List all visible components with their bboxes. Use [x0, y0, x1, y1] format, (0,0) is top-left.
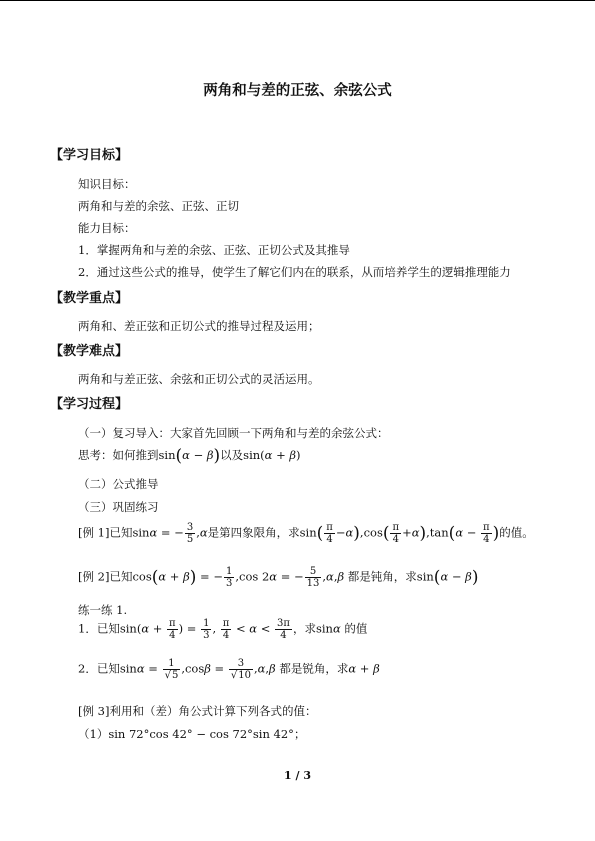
process-review-line: （一）复习导入：大家首先回顾一下两角和与差的余弦公式：	[78, 426, 389, 440]
objective-line-4: 1．掌握两角和与差的余弦、正弦、正切公式及其推导	[78, 243, 350, 257]
formula-sin-sum: sin(α + β)	[243, 448, 301, 462]
key-point-text: 两角和、差正弦和正切公式的推导过程及运用；	[78, 319, 320, 333]
example-3-item-1-prefix: （1）	[78, 727, 109, 741]
page-title: 两角和与差的正弦、余弦公式	[203, 83, 392, 99]
example-2-prefix: [例 2]已知	[78, 569, 133, 584]
practice-1: 1．已知sin(α + $\frac{\pi}{4}$ ) = $\frac{1}{3}$ , $\frac{\pi}{4}$ < α < $\frac{3\pi}{4}$ ，求sinα 的值	[78, 618, 368, 641]
practice-1-mid: ，求	[292, 621, 316, 636]
example-1-prefix: [例 1]已知	[78, 525, 133, 540]
example-1: [例 1]已知sinα = − $\frac{3}{5}$ ,α是第四象限角，求sin( $\frac{\pi}{4}$ −α),cos( $\frac{\pi}{4}$ +α),tan(α − $\frac{\pi}{4}$ )的值。	[78, 522, 534, 545]
example-3: [例 3]利用和（差）角公式计算下列各式的值：	[78, 704, 317, 718]
fraction-3-5: $\frac{3}{5}$	[186, 522, 194, 545]
process-derivation-line: （二）公式推导	[78, 477, 159, 491]
practice-title: 练一练 1.	[78, 603, 128, 617]
example-2: [例 2]已知cos(α + β) = − $\frac{1}{3}$ ,cos 2α = − $\frac{5}{13}$ ,α,β 都是钝角，求sin(α − β)	[78, 566, 479, 589]
formula-sin-diff: sin(α − β)	[158, 446, 221, 466]
objective-line-1: 知识目标：	[78, 177, 136, 191]
practice-1-prefix: 1．已知	[78, 621, 120, 636]
practice-2: 2．已知sinα = $\frac{1}{√5}$ ,cosβ = $\frac{3}{√10}$ ,α,β 都是锐角，求α + β	[78, 658, 380, 681]
practice-2-mid: 都是锐角，求	[279, 661, 349, 676]
example-2-mid: 都是钝角，求	[347, 569, 417, 584]
practice-1-end: 的值	[344, 621, 368, 636]
practice-2-prefix: 2．已知	[78, 661, 120, 676]
page-number: 1 / 3	[284, 769, 311, 782]
section-key-points: 【教学重点】	[50, 291, 129, 306]
top-rule	[0, 0, 595, 1]
section-learning-goals: 【学习目标】	[50, 148, 129, 163]
process-think-line	[78, 446, 301, 466]
process-practice-line: （三）巩固练习	[78, 500, 159, 514]
example-1-mid: 是第四象限角，求	[207, 525, 300, 540]
section-difficulties: 【教学难点】	[50, 344, 129, 359]
objective-line-5: 2．通过这些公式的推导，使学生了解它们内在的联系，从而培养学生的逻辑推理能力	[78, 265, 511, 279]
example-3-item-1: （1）sin 72°cos 42° − cos 72°sin 42°；	[78, 727, 306, 741]
think-prefix: 思考：如何推到	[78, 448, 159, 462]
objective-line-3: 能力目标：	[78, 221, 136, 235]
objective-line-2: 两角和与差的余弦、正弦、正切	[78, 199, 239, 213]
example-1-end: 的值。	[499, 525, 534, 540]
difficulty-text: 两角和与差正弦、余弦和正切公式的灵活运用。	[78, 372, 320, 386]
think-mid: 以及	[220, 448, 244, 462]
section-learning-process: 【学习过程】	[50, 397, 129, 412]
example-3-item-1-end: ；	[293, 727, 306, 741]
